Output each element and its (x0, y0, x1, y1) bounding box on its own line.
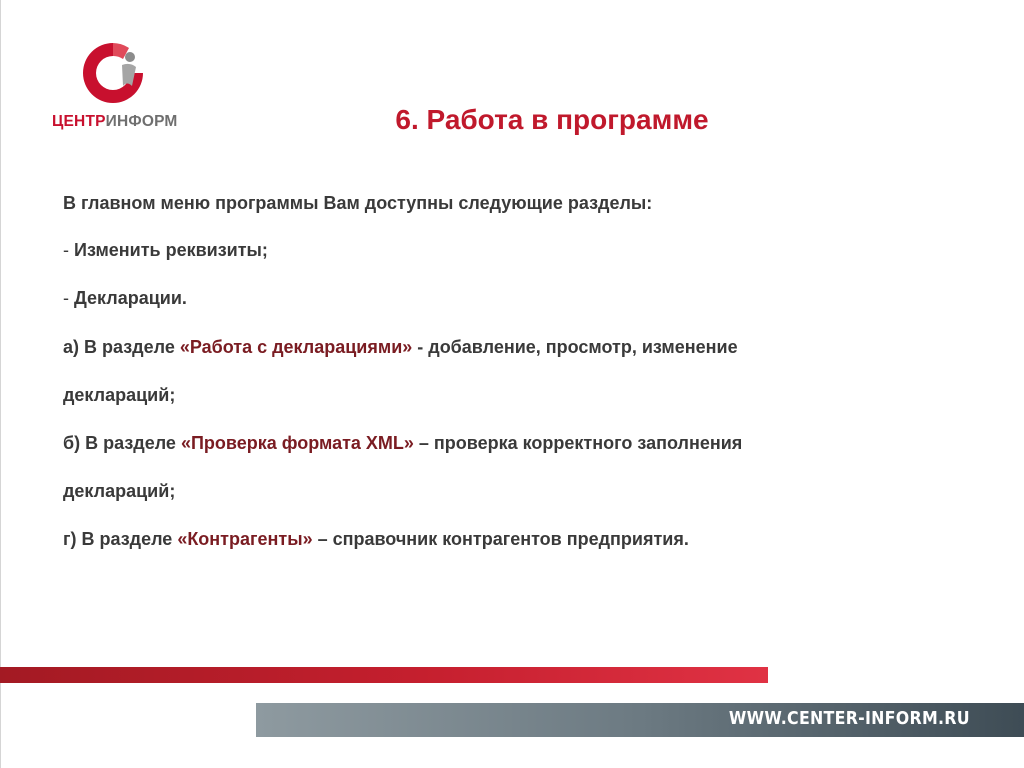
section-description: - добавление, просмотр, изменение (412, 337, 738, 357)
section-continuation: деклараций; (63, 481, 176, 501)
list-item-text: Изменить реквизиты; (69, 240, 268, 260)
section-name: «Работа с декларациями» (179, 337, 413, 357)
page-title: 6. Работа в программе (395, 104, 709, 135)
section-line (63, 337, 738, 358)
list-item (63, 288, 187, 309)
section-line (63, 433, 742, 454)
section-line (63, 529, 689, 550)
list-item-text: Декларации. (69, 288, 187, 308)
section-name: «Проверка формата XML» (180, 433, 414, 453)
list-item (63, 240, 268, 261)
section-prefix: г) В разделе (63, 529, 178, 549)
bullet-dash: - (63, 288, 69, 308)
logo-text-grey: ИНФОРМ (105, 113, 178, 130)
footer-red-stripe (0, 667, 768, 683)
intro-text: В главном меню программы Вам доступны следующие разделы: (63, 193, 653, 213)
section-description: – справочник контрагентов предприятия. (312, 529, 689, 549)
section-description: – проверка корректного заполнения (413, 433, 743, 453)
bullet-dash: - (63, 240, 69, 260)
section-prefix: б) В разделе (63, 433, 181, 453)
section-prefix: а) В разделе (63, 337, 180, 357)
section-continuation: деклараций; (63, 385, 176, 405)
section-name: «Контрагенты» (177, 529, 313, 549)
footer-url-link[interactable]: WWW.CENTER-INFORM.RU (729, 708, 970, 729)
logo-emblem-icon (80, 40, 146, 106)
logo-text-red: ЦЕНТР (52, 113, 106, 130)
